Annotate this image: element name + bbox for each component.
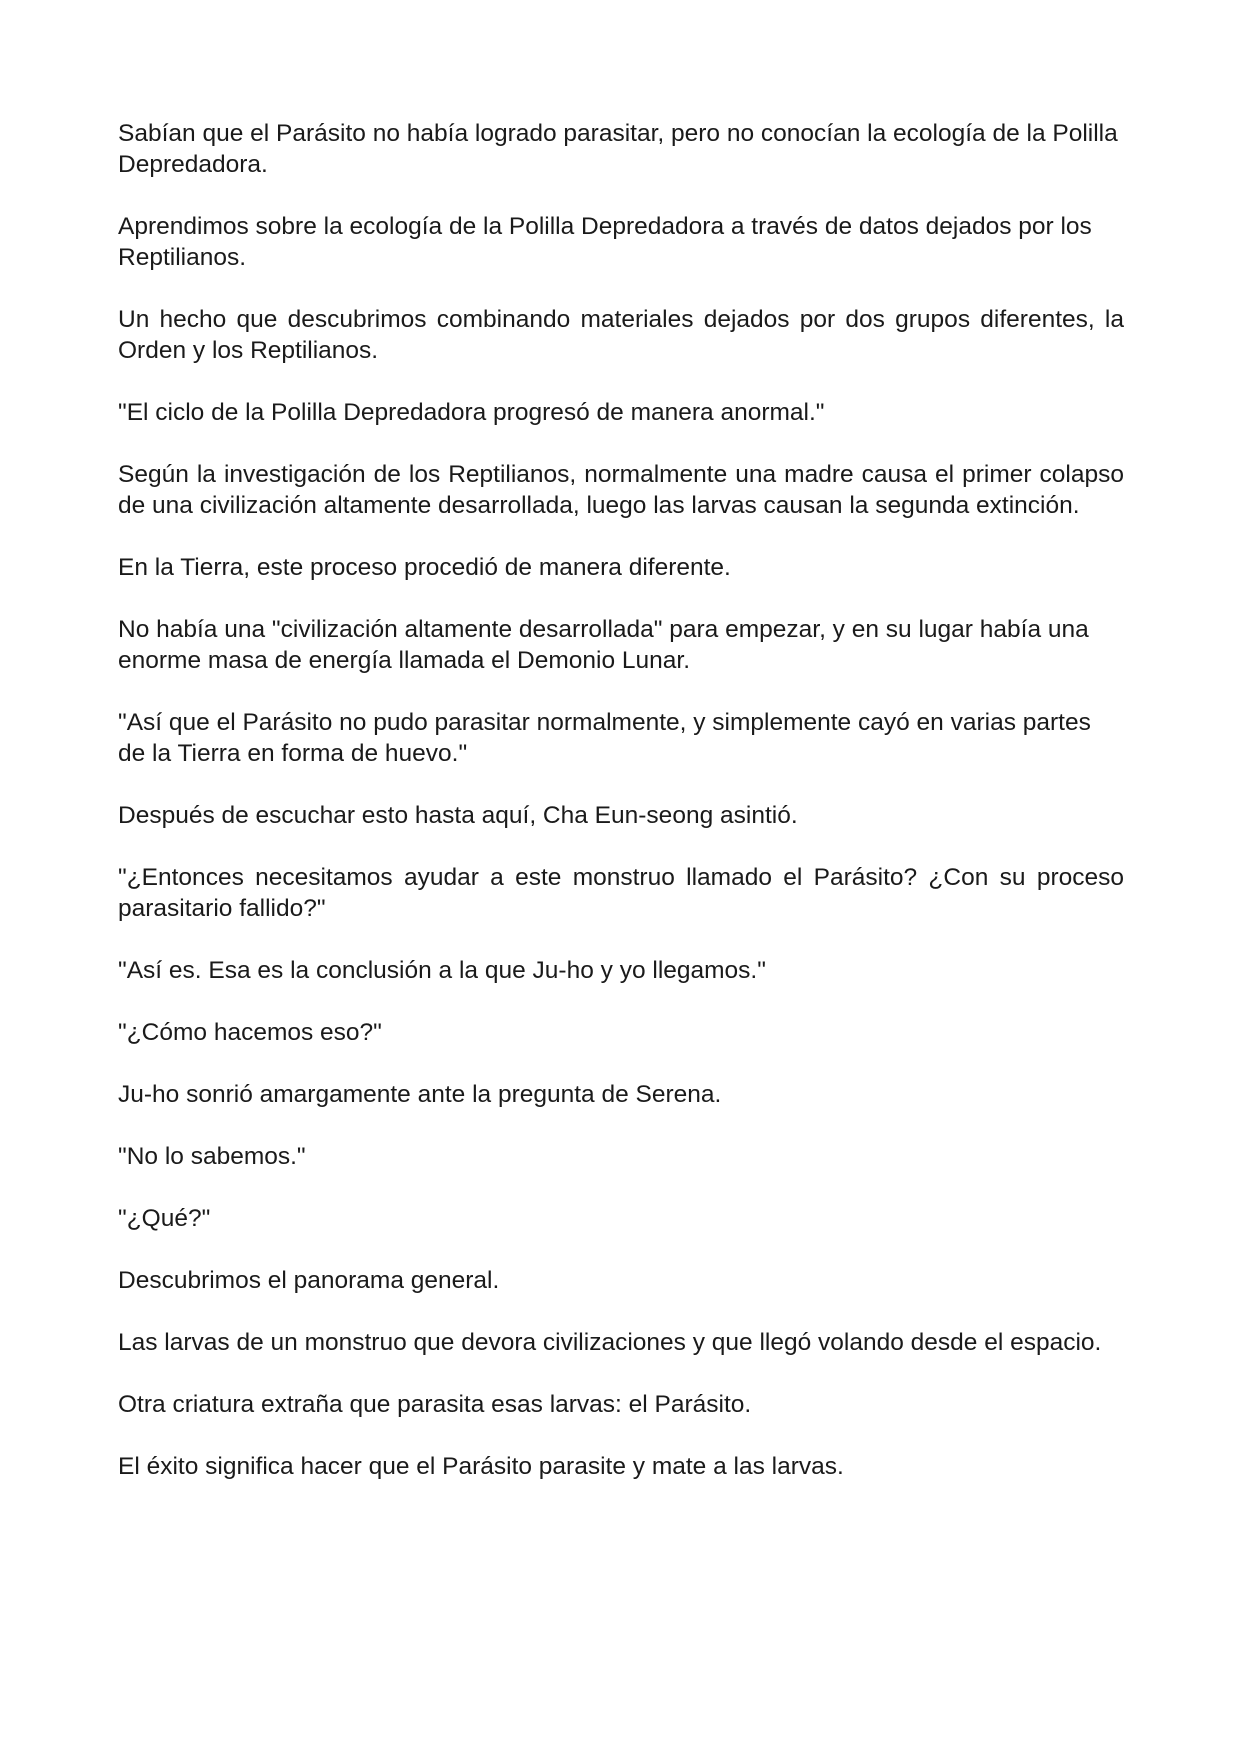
document-body bbox=[118, 118, 1124, 1513]
paragraph: Aprendimos sobre la ecología de la Polilla Depredadora a través de datos dejados por los Reptilianos. bbox=[118, 213, 1092, 271]
paragraph: "El ciclo de la Polilla Depredadora progresó de manera anormal." bbox=[118, 399, 825, 426]
paragraph: "No lo sabemos." bbox=[118, 1143, 306, 1170]
paragraph: Descubrimos el panorama general. bbox=[118, 1267, 500, 1294]
paragraph: Ju-ho sonrió amargamente ante la pregunta de Serena. bbox=[118, 1081, 722, 1108]
paragraph: El éxito significa hacer que el Parásito parasite y mate a las larvas. bbox=[118, 1453, 844, 1480]
paragraph: Sabían que el Parásito no había logrado parasitar, pero no conocían la ecología de la Polilla Depredadora. bbox=[118, 120, 1118, 178]
paragraph: "¿Qué?" bbox=[118, 1205, 211, 1232]
paragraph: En la Tierra, este proceso procedió de manera diferente. bbox=[118, 554, 731, 581]
paragraph: Las larvas de un monstruo que devora civilizaciones y que llegó volando desde el espacio. bbox=[118, 1329, 1102, 1356]
paragraph: Después de escuchar esto hasta aquí, Cha Eun-seong asintió. bbox=[118, 802, 798, 829]
paragraph: No había una "civilización altamente desarrollada" para empezar, y en su lugar había una enorme masa de energía llamada el Demonio Lunar. bbox=[118, 616, 1089, 674]
paragraph: "¿Cómo hacemos eso?" bbox=[118, 1019, 382, 1046]
paragraph: "Así es. Esa es la conclusión a la que Ju-ho y yo llegamos." bbox=[118, 957, 766, 984]
paragraph: Otra criatura extraña que parasita esas larvas: el Parásito. bbox=[118, 1391, 752, 1418]
paragraph: Según la investigación de los Reptilianos, normalmente una madre causa el primer colapso de una civilización altamente desarrollada, luego las larvas causan la segunda extinción. bbox=[118, 461, 1124, 519]
paragraph: Un hecho que descubrimos combinando materiales dejados por dos grupos diferentes, la Orden y los Reptilianos. bbox=[118, 306, 1124, 364]
paragraph: "¿Entonces necesitamos ayudar a este monstruo llamado el Parásito? ¿Con su proceso parasitario fallido?" bbox=[118, 864, 1124, 922]
paragraph: "Así que el Parásito no pudo parasitar normalmente, y simplemente cayó en varias partes de la Tierra en forma de huevo." bbox=[118, 709, 1091, 767]
